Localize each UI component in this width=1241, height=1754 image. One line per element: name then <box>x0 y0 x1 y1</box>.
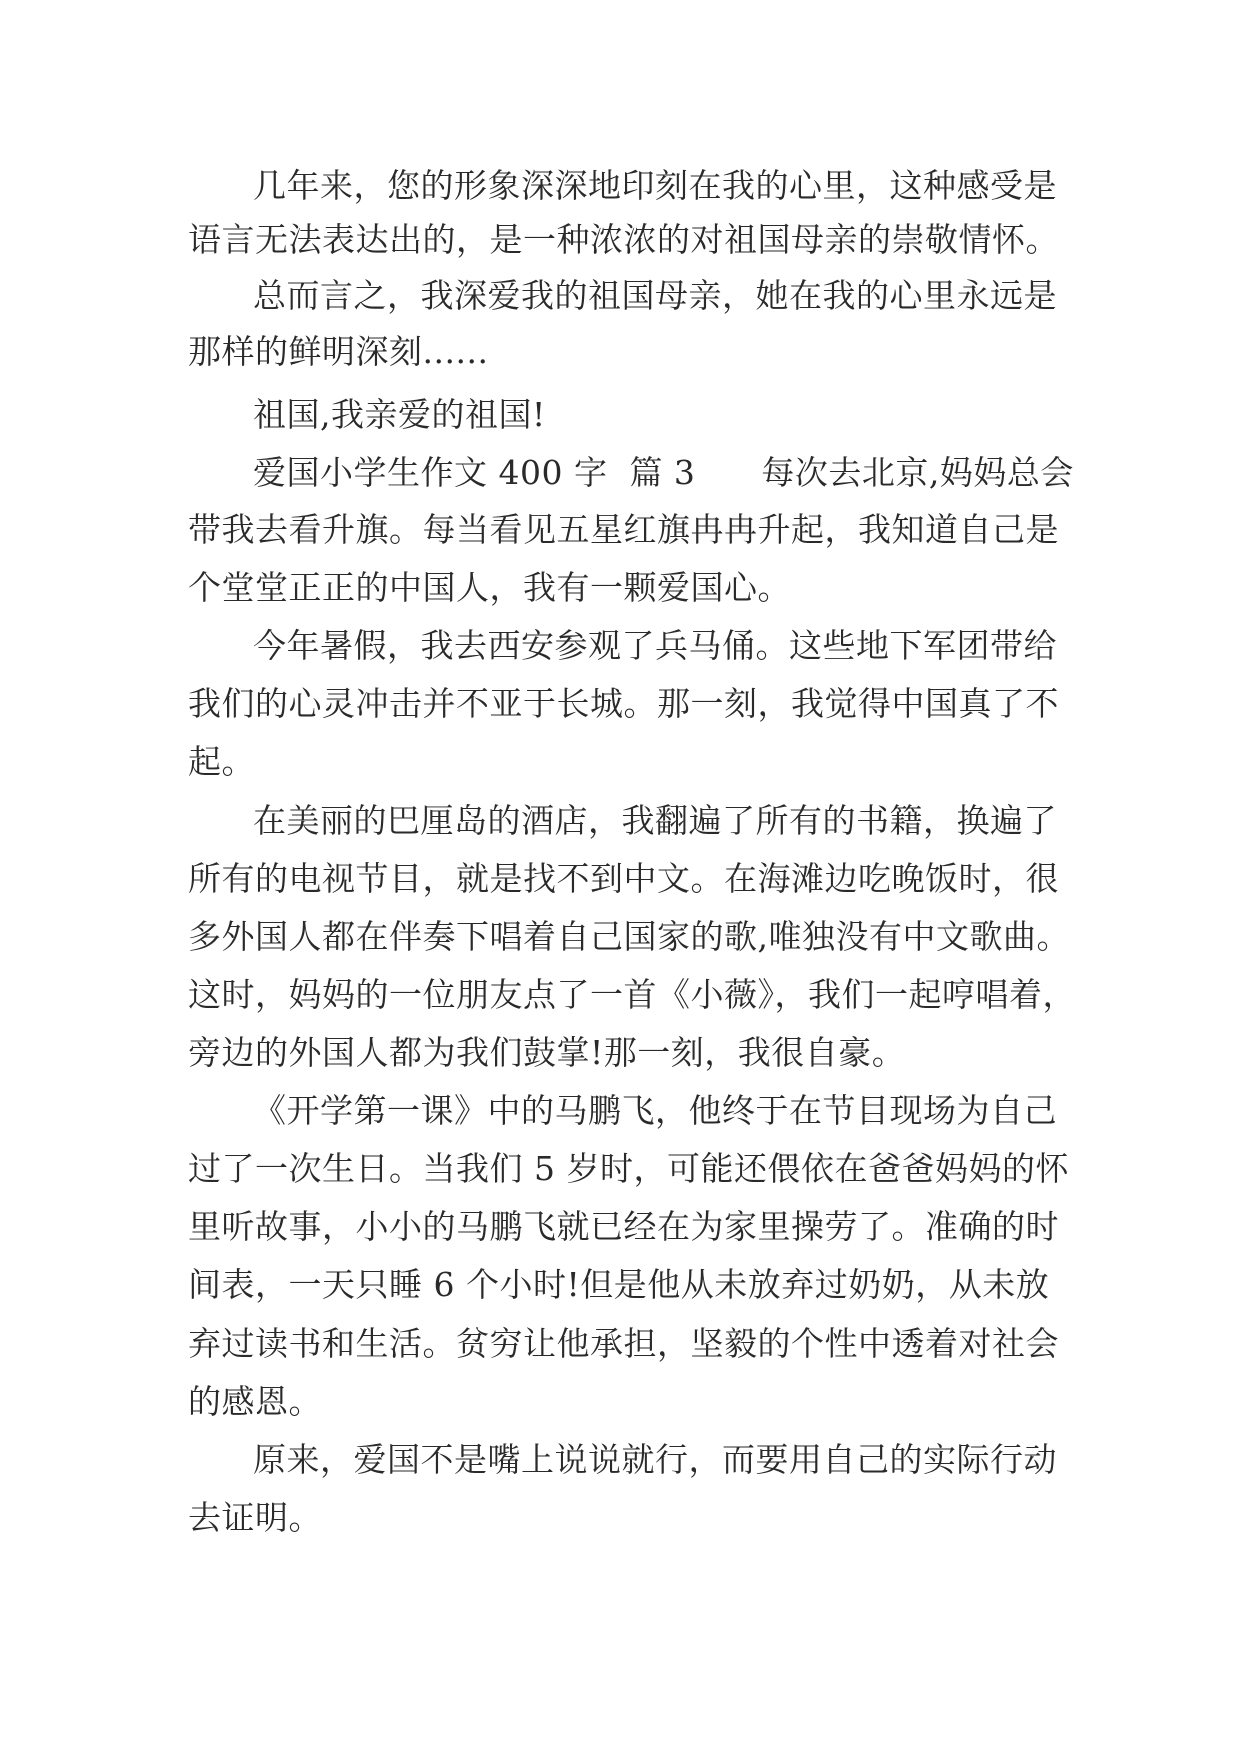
text-line-23 <box>0 1438 1241 1482</box>
text-line-4 <box>0 330 1241 374</box>
text-line-11 <box>0 740 1241 784</box>
line-text: 祖国,我亲爱的祖国! <box>253 395 546 434</box>
text-line-19 <box>0 1205 1241 1249</box>
line-text: 几年来，您的形象深深地印刻在我的心里，这种感受是 <box>253 166 1057 205</box>
text-line-16 <box>0 1031 1241 1075</box>
text-line-13 <box>0 857 1241 901</box>
text-line-12 <box>0 799 1241 843</box>
line-text: 的感恩。 <box>188 1382 322 1421</box>
text-line-17 <box>0 1089 1241 1133</box>
line-text: 原来，爱国不是嘴上说说就行，而要用自己的实际行动 <box>253 1440 1057 1479</box>
text-line-7 <box>0 508 1241 552</box>
line-text: 多外国人都在伴奏下唱着自己国家的歌,唯独没有中文歌曲。 <box>188 917 1070 956</box>
line-text: 总而言之，我深爱我的祖国母亲，她在我的心里永远是 <box>253 276 1057 315</box>
line-text: 个堂堂正正的中国人，我有一颗爱国心。 <box>188 568 791 607</box>
line-text: 里听故事，小小的马鹏飞就已经在为家里操劳了。准确的时 <box>188 1207 1059 1246</box>
line-text: 弃过读书和生活。贫穷让他承担，坚毅的个性中透着对社会 <box>188 1324 1059 1363</box>
text-line-8 <box>0 566 1241 610</box>
text-line-15 <box>0 973 1241 1017</box>
text-line-3 <box>0 274 1241 318</box>
text-line-22 <box>0 1380 1241 1424</box>
line-text: 我们的心灵冲击并不亚于长城。那一刻，我觉得中国真了不 <box>188 684 1059 723</box>
text-line-6 <box>0 451 1241 495</box>
line-text: 旁边的外国人都为我们鼓掌!那一刻，我很自豪。 <box>188 1033 906 1072</box>
line-text: 起。 <box>188 742 255 781</box>
line-text: 那样的鲜明深刻...... <box>188 332 489 371</box>
text-line-5 <box>0 393 1241 437</box>
line-text: 这时，妈妈的一位朋友点了一首《小薇》，我们一起哼唱着， <box>188 975 1076 1014</box>
text-line-2 <box>0 218 1241 262</box>
text-line-24 <box>0 1496 1241 1540</box>
line-text: 去证明。 <box>188 1498 322 1537</box>
line-text: 语言无法表达出的，是一种浓浓的对祖国母亲的崇敬情怀。 <box>188 220 1059 259</box>
text-line-21 <box>0 1322 1241 1366</box>
line-text: 爱国小学生作文 400 字 篇 3 每次去北京,妈妈总会 <box>253 453 1074 492</box>
text-line-14 <box>0 915 1241 959</box>
line-text: 《开学第一课》中的马鹏飞，他终于在节目现场为自己 <box>253 1091 1057 1130</box>
text-line-20 <box>0 1263 1241 1307</box>
line-text: 所有的电视节目，就是找不到中文。在海滩边吃晚饭时，很 <box>188 859 1059 898</box>
text-line-10 <box>0 682 1241 726</box>
line-text: 今年暑假，我去西安参观了兵马俑。这些地下军团带给 <box>253 626 1057 665</box>
line-text: 过了一次生日。当我们 5 岁时，可能还偎依在爸爸妈妈的怀 <box>188 1149 1069 1188</box>
text-line-9 <box>0 624 1241 668</box>
text-line-18 <box>0 1147 1241 1191</box>
line-text: 带我去看升旗。每当看见五星红旗冉冉升起，我知道自己是 <box>188 510 1059 549</box>
line-text: 在美丽的巴厘岛的酒店，我翻遍了所有的书籍，换遍了 <box>253 801 1057 840</box>
text-line-1 <box>0 164 1241 208</box>
line-text: 间表，一天只睡 6 个小时!但是他从未放弃过奶奶，从未放 <box>188 1265 1050 1304</box>
